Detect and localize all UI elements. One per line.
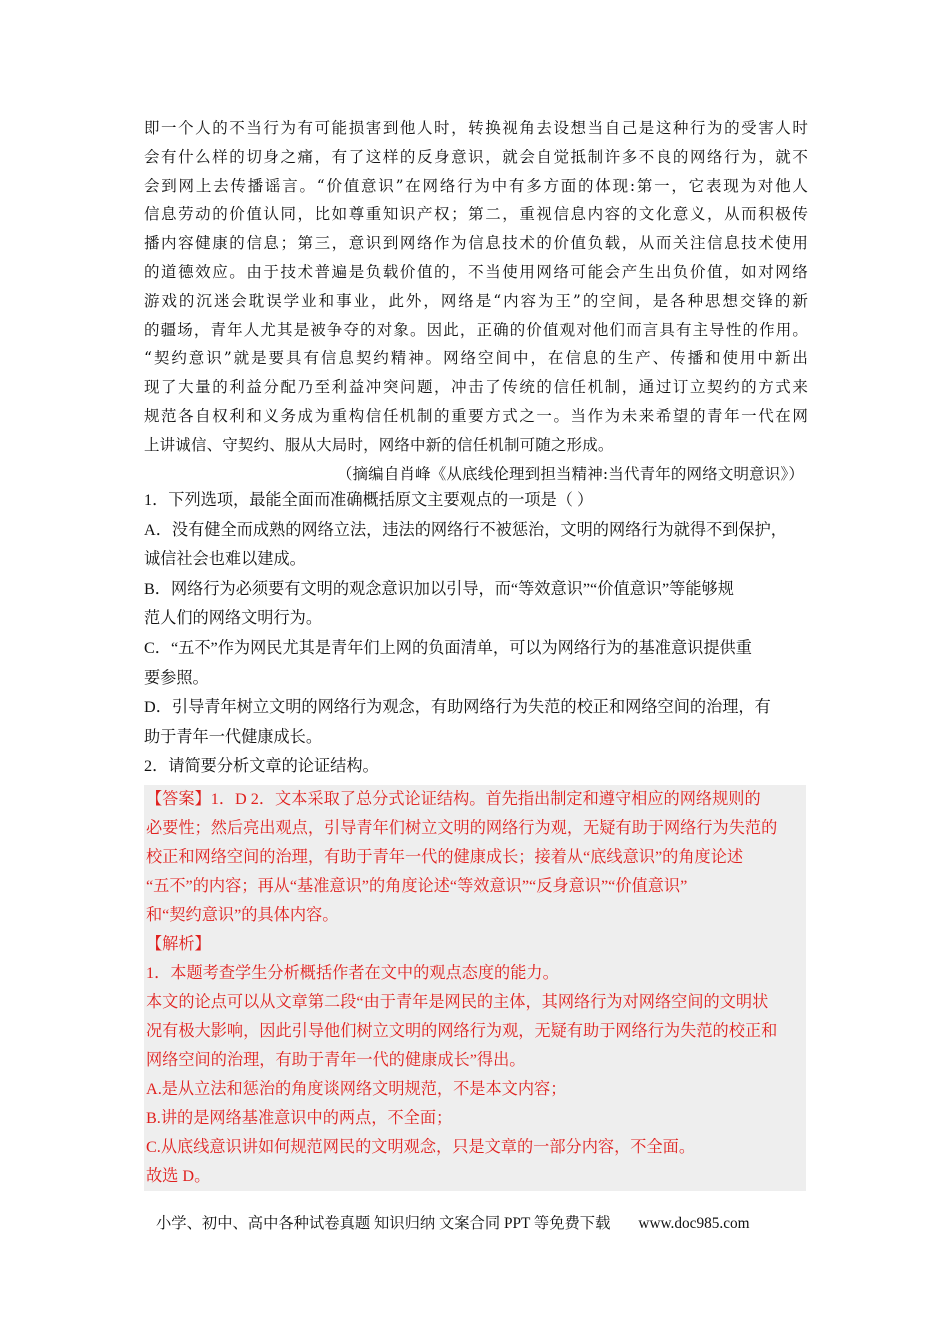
passage-source: （摘编自肖峰《从底线伦理到担当精神:当代青年的网络文明意识》） [336,464,804,483]
passage-line: 播内容健康的信息；第三，意识到网络作为信息技术的价值负载，从而关注信息技术使用 [144,234,808,253]
answer-line: 网络空间的治理，有助于青年一代的健康成长”得出。 [146,1051,526,1069]
option-b-cont: 范人们的网络文明行为。 [144,609,323,628]
passage-line: 规范各自权利和义务成为重构信任机制的重要方式之一。当作为未来希望的青年一代在网 [144,406,808,425]
answer-line: 【答案】1．D 2．文本采取了总分式论证结构。首先指出制定和遵守相应的网络规则的 [146,790,761,808]
analysis-heading: 【解析】 [146,935,211,953]
answer-line: 1．本题考查学生分析概括作者在文中的观点态度的能力。 [146,964,559,982]
answer-line: 和“契约意识”的具体内容。 [146,906,339,924]
answer-line: 本文的论点可以从文章第二段“由于青年是网民的主体，其网络行为对网络空间的文明状 [146,993,769,1011]
footer-text: 小学、初中、高中各种试卷真题 知识归纳 文案合同 PPT 等免费下载 [156,1215,611,1232]
answer-box [144,785,806,1191]
passage-line: 的道德效应。由于技术普遍是负载价值的，不当使用网络可能会产生出负价值，如对网络 [144,262,808,281]
passage-line: 会到网上去传播谣言。“价值意识”在网络行为中有多方面的体现:第一，它表现为对他人 [144,176,808,195]
passage-line: “契约意识”就是要具有信息契约精神。网络空间中，在信息的生产、传播和使用中新出 [144,349,808,368]
option-c: C．“五不”作为网民尤其是青年们上网的负面清单，可以为网络行为的基准意识提供重 [144,638,752,657]
question-2: 2．请简要分析文章的论证结构。 [144,757,379,776]
page-footer [156,1211,750,1233]
footer-link[interactable]: www.doc985.com [638,1215,750,1232]
question-1: 1．下列选项，最能全面而准确概括原文主要观点的一项是（ ） [144,491,594,509]
option-a: A．没有健全而成熟的网络立法，违法的网络行不被惩治，文明的网络行为就得不到保护， [144,520,787,539]
option-a-cont: 诚信社会也难以建成。 [144,550,306,569]
passage-line: 会有什么样的切身之痛，有了这样的反身意识，就会自觉抵制许多不良的网络行为，就不 [144,147,808,166]
passage-line: 即一个人的不当行为有可能损害到他人时，转换视角去设想当自己是这种行为的受害人时 [144,119,808,137]
answer-line: 必要性；然后亮出观点，引导青年们树立文明的网络行为观，无疑有助于网络行为失范的 [146,819,778,837]
answer-line: 校正和网络空间的治理，有助于青年一代的健康成长；接着从“底线意识”的角度论述 [146,848,744,866]
answer-line: “五不”的内容；再从“基准意识”的角度论述“等效意识”“反身意识”“价值意识” [146,877,688,895]
passage-line: 信息劳动的价值认同，比如尊重知识产权；第二，重视信息内容的文化意义，从而积极传 [144,205,808,224]
answer-line: A.是从立法和惩治的角度谈网络文明规范，不是本文内容； [146,1080,567,1098]
option-c-cont: 要参照。 [144,668,209,687]
option-d-cont: 助于青年一代健康成长。 [144,727,323,746]
questions [144,486,808,782]
option-d: D．引导青年树立文明的网络行为观念，有助网络行为失范的校正和网络空间的治理，有 [144,698,771,717]
passage-line: 上讲诚信、守契约、服从大局时，网络中新的信任机制可随之形成。 [144,435,614,454]
answer-line: 况有极大影响，因此引导他们树立文明的网络行为观，无疑有助于网络行为失范的校正和 [146,1022,778,1040]
answer-line: B.讲的是网络基准意识中的两点，不全面； [146,1109,453,1127]
passage-line: 游戏的沉迷会耽误学业和事业，此外，网络是“内容为王”的空间，是各种思想交锋的新 [144,291,808,310]
answer-line: C.从底线意识讲如何规范网民的文明观念，只是文章的一部分内容，不全面。 [146,1138,696,1156]
option-b: B．网络行为必须要有文明的观念意识加以引导，而“等效意识”“价值意识”等能够规 [144,579,734,598]
passage-line: 现了大量的利益分配乃至利益冲突问题，冲击了传统的信任机制，通过订立契约的方式来 [144,378,808,397]
passage-text [144,114,808,488]
passage-line: 的疆场，青年人尤其是被争夺的对象。因此，正确的价值观对他们而言具有主导性的作用。 [144,320,808,339]
answer-line: 故选 D。 [146,1167,211,1185]
